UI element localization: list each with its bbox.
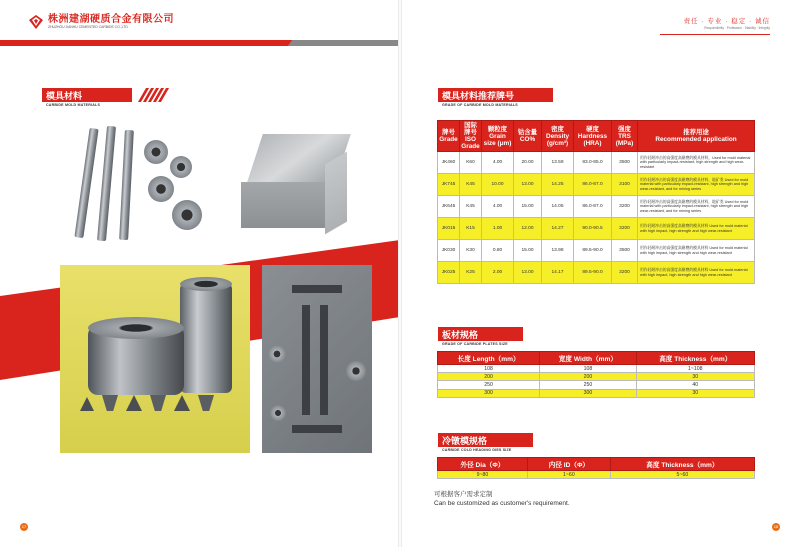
cell-grade: JK745 <box>438 174 460 196</box>
cell-density: 13.98 <box>542 240 574 262</box>
section-subtitle: GRADE OF CARBIDE PLATES SIZE <box>442 342 508 346</box>
table-row <box>438 381 755 389</box>
cell-hardness: 90.0-90.5 <box>574 218 612 240</box>
cell-co: 15.00 <box>514 196 542 218</box>
cell-iso: K15 <box>460 218 482 240</box>
die-table <box>437 457 755 479</box>
page-number-left: 17 <box>21 524 27 529</box>
section-plates <box>438 327 768 349</box>
cell-iso: K45 <box>460 174 482 196</box>
company-motto <box>684 16 770 30</box>
cell-width: 108 <box>540 365 636 373</box>
cell-hardness: 89.5-90.0 <box>574 240 612 262</box>
section-title: 模具材料推荐牌号 <box>442 91 515 101</box>
table-row <box>438 471 755 479</box>
cell-trs: 3500 <box>612 240 638 262</box>
cell-app: 用作轻耐冲击的高强度高耐磨的模具材料 Used for mold material with high impact, high strength and high wear-resistant <box>638 218 755 240</box>
company-name-cn: 株洲建湖硬质合金有限公司 <box>48 14 174 25</box>
cell-hardness: 83.0-85.0 <box>574 152 612 174</box>
plate-table-header <box>438 352 755 365</box>
cell-iso: K25 <box>460 262 482 284</box>
cell-grain: 4.00 <box>482 196 514 218</box>
col-thickness: 高度 Thickness（mm） <box>610 458 754 471</box>
cell-hardness: 86.0-87.0 <box>574 196 612 218</box>
table-row <box>438 152 755 174</box>
col-co: 钴含量 CO% <box>514 121 542 152</box>
col-grain: 颗粒度 Grain size (μm) <box>482 121 514 152</box>
table-row <box>438 365 755 373</box>
col-hardness: 硬度 Hardness (HRA) <box>574 121 612 152</box>
section-subtitle: CARBIDE MOLD MATERIALS <box>46 103 101 107</box>
col-length: 长度 Length（mm） <box>438 352 540 365</box>
cell-thickness: 30 <box>636 389 754 397</box>
cell-iso: K45 <box>460 196 482 218</box>
section-title: 冷镦模规格 <box>442 436 488 446</box>
cell-grain: 10.00 <box>482 174 514 196</box>
plate-table <box>437 351 755 398</box>
cell-trs: 3200 <box>612 262 638 284</box>
cell-density: 14.25 <box>542 174 574 196</box>
motto-cn: 责任 · 专业 · 稳定 · 诚信 <box>683 18 770 25</box>
motto-underline <box>660 34 770 35</box>
col-trs: 强度 TRS (MPa) <box>612 121 638 152</box>
motto-en: Responsibility · Profession · Stability · Integrity <box>704 26 770 30</box>
note-en: Can be customized as customer's requirement. <box>434 500 570 507</box>
die-table-header <box>438 458 755 471</box>
grade-table-header <box>438 121 755 152</box>
carbide-dies-photo <box>60 265 250 453</box>
cell-iso: K60 <box>460 152 482 174</box>
cell-width: 300 <box>540 389 636 397</box>
cell-hardness: 86.0-87.0 <box>574 174 612 196</box>
col-iso: 国际牌号 ISO Grade <box>461 122 480 150</box>
cell-grade: JK025 <box>438 262 460 284</box>
cell-grain: 0.80 <box>482 240 514 262</box>
cell-density: 14.27 <box>542 218 574 240</box>
col-grade: 牌号 Grade <box>438 121 460 152</box>
table-row <box>438 240 755 262</box>
cell-trs: 3200 <box>612 196 638 218</box>
grade-table <box>437 120 755 284</box>
cell-id: 1~60 <box>527 471 610 479</box>
col-id: 内径 ID（Φ） <box>527 458 610 471</box>
section-title: 板材规格 <box>442 330 479 340</box>
table-row <box>438 174 755 196</box>
cell-thickness: 1~108 <box>636 365 754 373</box>
cell-trs: 3200 <box>612 218 638 240</box>
cell-co: 15.00 <box>514 240 542 262</box>
company-name-en: ZHUZHOU JIANHU CEMENTED CARBIDE CO.,LTD <box>48 25 128 29</box>
col-width: 宽度 Width（mm） <box>540 352 636 365</box>
cell-grade: JK645 <box>438 196 460 218</box>
cell-width: 250 <box>540 381 636 389</box>
cell-dia: 9~80 <box>438 471 528 479</box>
section-title: 模具材料 <box>46 91 83 101</box>
diamond-logo-icon <box>28 14 44 30</box>
cell-length: 200 <box>438 373 540 381</box>
cell-app: 用作轻耐冲击的高强度高耐磨的模具材料 Used for mold material with high impact, high strength and high wear-resistant <box>638 262 755 284</box>
cell-app: 用作轻耐冲击的高强度高耐磨的模具材料，Used for mold material with particularly impact-resistant, high strength and high wear-resistant <box>638 152 755 174</box>
page-number-right: 18 <box>773 524 779 529</box>
cell-grade: JK460 <box>438 152 460 174</box>
section-subtitle: CARBIDE COLD HEADING DIES SIZE <box>442 448 512 452</box>
cell-length: 250 <box>438 381 540 389</box>
col-thickness: 高度 Thickness（mm） <box>636 352 754 365</box>
cell-thickness: 5~60 <box>610 471 754 479</box>
cell-hardness: 89.5-90.0 <box>574 262 612 284</box>
col-application: 推荐用途 Recommended application <box>638 121 755 152</box>
cell-grain: 2.00 <box>482 262 514 284</box>
section-grades <box>438 88 768 110</box>
cell-grade: JK015 <box>438 218 460 240</box>
cell-grain: 4.00 <box>482 152 514 174</box>
cell-co: 20.00 <box>514 152 542 174</box>
cell-trs: 3100 <box>612 174 638 196</box>
cell-length: 108 <box>438 365 540 373</box>
note-cn: 可根据客户需求定制 <box>434 491 493 498</box>
table-row <box>438 373 755 381</box>
cell-width: 200 <box>540 373 636 381</box>
table-row <box>438 218 755 240</box>
cell-grade: JK030 <box>438 240 460 262</box>
cell-co: 12.00 <box>514 218 542 240</box>
cell-iso: K30 <box>460 240 482 262</box>
section-stripes <box>142 88 167 102</box>
table-row <box>438 196 755 218</box>
cell-grain: 1.00 <box>482 218 514 240</box>
cell-density: 14.17 <box>542 262 574 284</box>
table-row <box>438 389 755 397</box>
customization-note <box>434 490 570 508</box>
cell-density: 14.05 <box>542 196 574 218</box>
company-logo <box>28 14 174 30</box>
cell-co: 13.00 <box>514 174 542 196</box>
stamping-die-photo <box>262 265 372 453</box>
section-heading-dies <box>438 433 768 455</box>
section-subtitle: GRADE OF CARBIDE MOLD MATERIALS <box>442 103 518 107</box>
carbide-block-photo <box>235 128 355 238</box>
table-row <box>438 262 755 284</box>
right-page <box>400 0 800 547</box>
cell-thickness: 40 <box>636 381 754 389</box>
header-band-accent <box>288 40 400 46</box>
cell-density: 13.59 <box>542 152 574 174</box>
cell-app: 用作轻耐冲击的高强度高耐磨的模具材料，地矿类 Used for mold material with particularly impact-resistant, high strength and high wear-resistant, and for mining series <box>638 174 755 196</box>
carbide-rods-photo <box>60 118 210 248</box>
cell-thickness: 30 <box>636 373 754 381</box>
cell-app: 用作轻耐冲击的高强度高耐磨的模具材料 Used for mold material with high impact, high strength and high wear-resistant <box>638 240 755 262</box>
col-dia: 外径 Dia（Φ） <box>438 458 528 471</box>
cell-trs: 3500 <box>612 152 638 174</box>
cell-length: 300 <box>438 389 540 397</box>
col-density: 密度 Density (g/cm³) <box>542 121 574 152</box>
cell-co: 13.00 <box>514 262 542 284</box>
cell-app: 用作轻耐冲击的高强度高耐磨的模具材料，地矿类 Used for mold material with particularly impact-resistant, high strength and high wear-resistant, and for mining series <box>638 196 755 218</box>
section-mold-materials <box>42 88 242 110</box>
